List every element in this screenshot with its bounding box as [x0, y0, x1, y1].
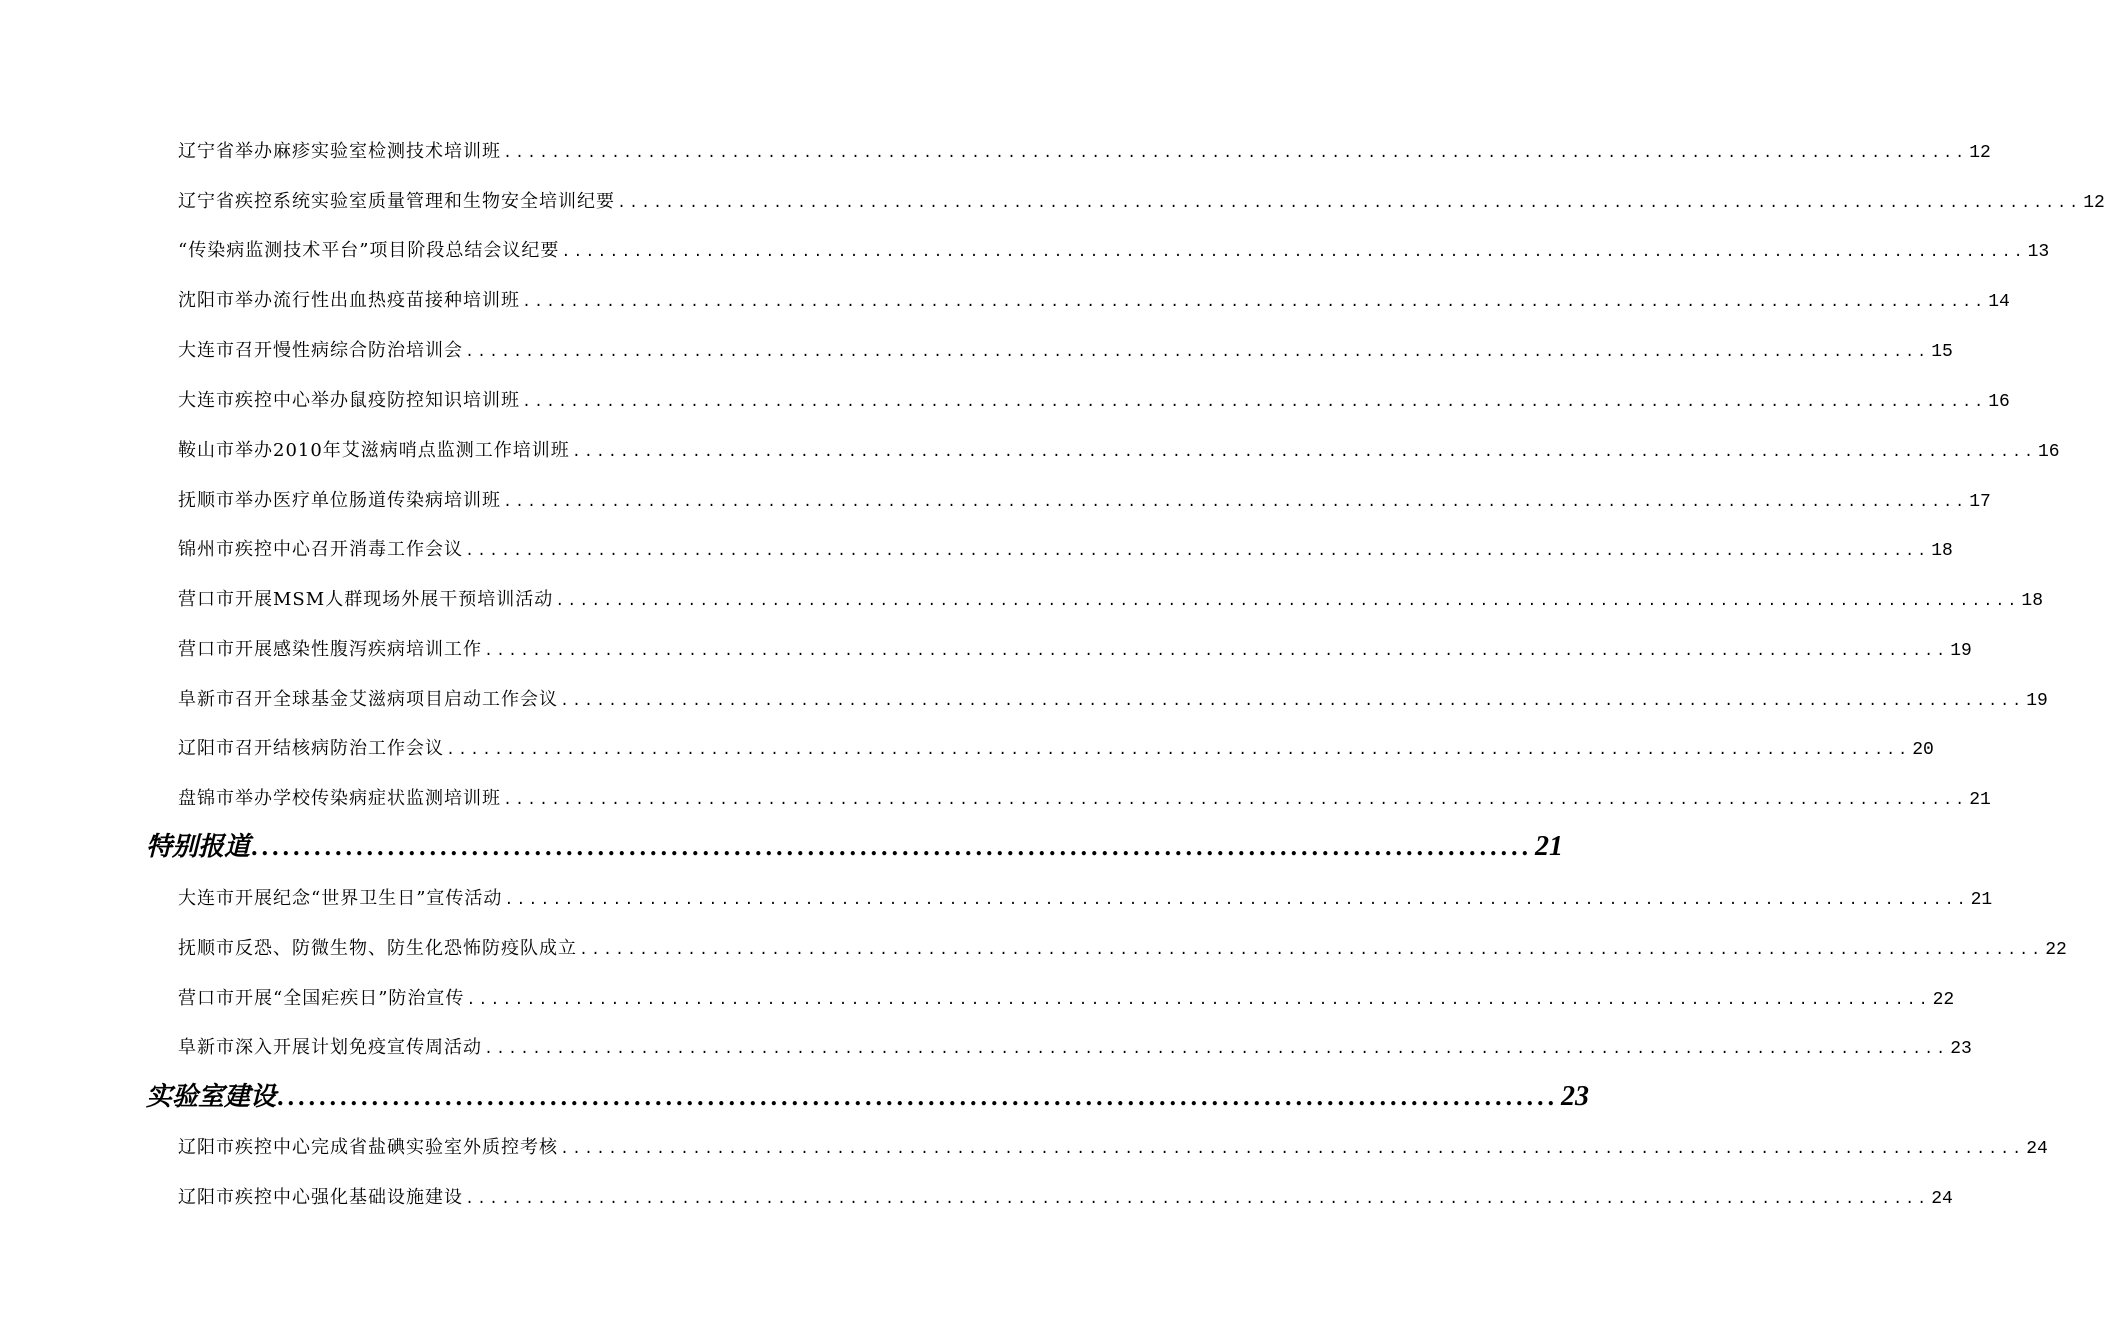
dot-leader: .......................................................................................................................... — [522, 394, 1987, 411]
toc-entry[interactable] — [178, 586, 2043, 614]
toc-entry-page: 12 — [2083, 193, 2105, 213]
toc-entry-page: 20 — [1912, 740, 1934, 760]
dot-leader: .......................................................................................................................... — [503, 145, 1968, 162]
toc-entry-page: 19 — [1950, 641, 1972, 661]
toc-entry[interactable] — [178, 487, 1991, 515]
toc-entry[interactable] — [178, 1134, 2048, 1162]
toc-entry[interactable] — [178, 138, 1991, 166]
dot-leader: .......................................................................................................................... — [484, 1041, 1949, 1058]
toc-entry-page: 24 — [2026, 1139, 2048, 1159]
toc-section-heading[interactable] — [146, 828, 1564, 866]
toc-entry-title: 辽宁省举办麻疹实验室检测技术培训班 — [178, 141, 501, 162]
dot-leader: .......................................................................................................................... — [522, 294, 1987, 311]
dot-leader: .......................................................................................................................... — [484, 643, 1949, 660]
dot-leader: .......................................................................................................................... — [561, 244, 2026, 261]
dot-leader: .......................................................................................................................... — [252, 832, 1534, 861]
toc-entry-title: 盘锦市举办学校传染病症状监测培训班 — [178, 788, 501, 809]
dot-leader: .......................................................................................................................... — [503, 494, 1968, 511]
toc-entry[interactable] — [178, 237, 2050, 265]
toc-entry-title: “传染病监测技术平台”项目阶段总结会议纪要 — [178, 240, 560, 261]
toc-entry-page: 14 — [1988, 292, 2010, 312]
toc-entry[interactable] — [178, 188, 2105, 216]
dot-leader: .......................................................................................................................... — [503, 792, 1968, 809]
toc-entry[interactable] — [178, 935, 2067, 963]
toc-entry-title: 大连市开展纪念“世界卫生日”宣传活动 — [178, 888, 503, 909]
toc-entry-title: 阜新市深入开展计划免疫宣传周活动 — [178, 1037, 482, 1058]
dot-leader: .......................................................................................................................... — [504, 892, 1969, 909]
toc-section-heading[interactable] — [146, 1078, 1590, 1116]
toc-entry-page: 16 — [2038, 442, 2060, 462]
toc-entry[interactable] — [178, 337, 1953, 365]
toc-entry-page: 24 — [1931, 1189, 1953, 1209]
toc-entry[interactable] — [178, 1034, 1972, 1062]
toc-entry-title: 锦州市疾控中心召开消毒工作会议 — [178, 539, 463, 560]
section-title: 特别报道 — [146, 832, 251, 862]
toc-entry-title: 阜新市召开全球基金艾滋病项目启动工作会议 — [178, 689, 558, 710]
toc-entry[interactable] — [178, 885, 1993, 913]
dot-leader: .......................................................................................................................... — [579, 942, 2044, 959]
dot-leader: .......................................................................................................................... — [560, 693, 2025, 710]
toc-entry-page: 18 — [2021, 591, 2043, 611]
toc-entry-page: 21 — [1969, 790, 1991, 810]
toc-entry-title: 辽阳市召开结核病防治工作会议 — [178, 738, 444, 759]
toc-entry[interactable] — [178, 1184, 1953, 1212]
toc-entry-title: 鞍山市举办2010年艾滋病哨点监测工作培训班 — [178, 440, 570, 461]
dot-leader: .......................................................................................................................... — [446, 742, 1911, 759]
toc-entry-page: 21 — [1970, 890, 1993, 910]
toc-entry[interactable] — [178, 985, 1955, 1013]
section-title: 实验室建设 — [146, 1082, 277, 1112]
dot-leader: .......................................................................................................................... — [466, 992, 1931, 1009]
toc-entry-title: 大连市召开慢性病综合防治培训会 — [178, 340, 463, 361]
toc-entry-page: 22 — [1932, 990, 1955, 1010]
dot-leader: .......................................................................................................................... — [465, 1191, 1930, 1208]
dot-leader: .......................................................................................................................... — [560, 1141, 2025, 1158]
toc-entry-title: 抚顺市举办医疗单位肠道传染病培训班 — [178, 490, 501, 511]
toc-entry[interactable] — [178, 785, 1991, 813]
dot-leader: .......................................................................................................................... — [555, 593, 2020, 610]
dot-leader: .......................................................................................................................... — [465, 344, 1930, 361]
toc-entry-title: 营口市开展“全国疟疾日”防治宣传 — [178, 988, 465, 1009]
toc-entry-page: 16 — [1988, 392, 2010, 412]
toc-entry[interactable] — [178, 287, 2010, 315]
dot-leader: .......................................................................................................................... — [617, 195, 2082, 212]
toc-entry-page: 22 — [2045, 940, 2067, 960]
toc-entry-page: 19 — [2026, 691, 2048, 711]
toc-entry[interactable] — [178, 686, 2048, 714]
toc-entry-page: 18 — [1931, 541, 1953, 561]
toc-entry[interactable] — [178, 735, 1934, 763]
toc-entry-title: 辽宁省疾控系统实验室质量管理和生物安全培训纪要 — [178, 191, 615, 212]
toc-entry-page: 13 — [2027, 242, 2050, 262]
toc-entry-page: 12 — [1969, 143, 1991, 163]
section-page: 23 — [1561, 1081, 1590, 1112]
toc-entry-page: 17 — [1969, 492, 1991, 512]
toc-entry-title: 辽阳市疾控中心完成省盐碘实验室外质控考核 — [178, 1137, 558, 1158]
dot-leader: .......................................................................................................................... — [571, 444, 2036, 461]
toc-entry-title: 大连市疾控中心举办鼠疫防控知识培训班 — [178, 390, 520, 411]
toc-entry-title: 抚顺市反恐、防微生物、防生化恐怖防疫队成立 — [178, 938, 577, 959]
dot-leader: .......................................................................................................................... — [465, 543, 1930, 560]
toc-entry-page: 15 — [1931, 342, 1953, 362]
toc-entry[interactable] — [178, 437, 2060, 465]
toc-entry[interactable] — [178, 536, 1953, 564]
toc-entry-title: 沈阳市举办流行性出血热疫苗接种培训班 — [178, 290, 520, 311]
section-page: 21 — [1535, 831, 1564, 862]
toc-entry-title: 营口市开展MSM人群现场外展干预培训活动 — [178, 589, 554, 610]
toc-entry[interactable] — [178, 636, 1972, 664]
toc-entry-title: 辽阳市疾控中心强化基础设施建设 — [178, 1187, 463, 1208]
toc-entry-page: 23 — [1950, 1039, 1972, 1059]
dot-leader: .......................................................................................................................... — [278, 1082, 1560, 1111]
toc-entry-title: 营口市开展感染性腹泻疾病培训工作 — [178, 639, 482, 660]
toc-entry[interactable] — [178, 387, 2010, 415]
